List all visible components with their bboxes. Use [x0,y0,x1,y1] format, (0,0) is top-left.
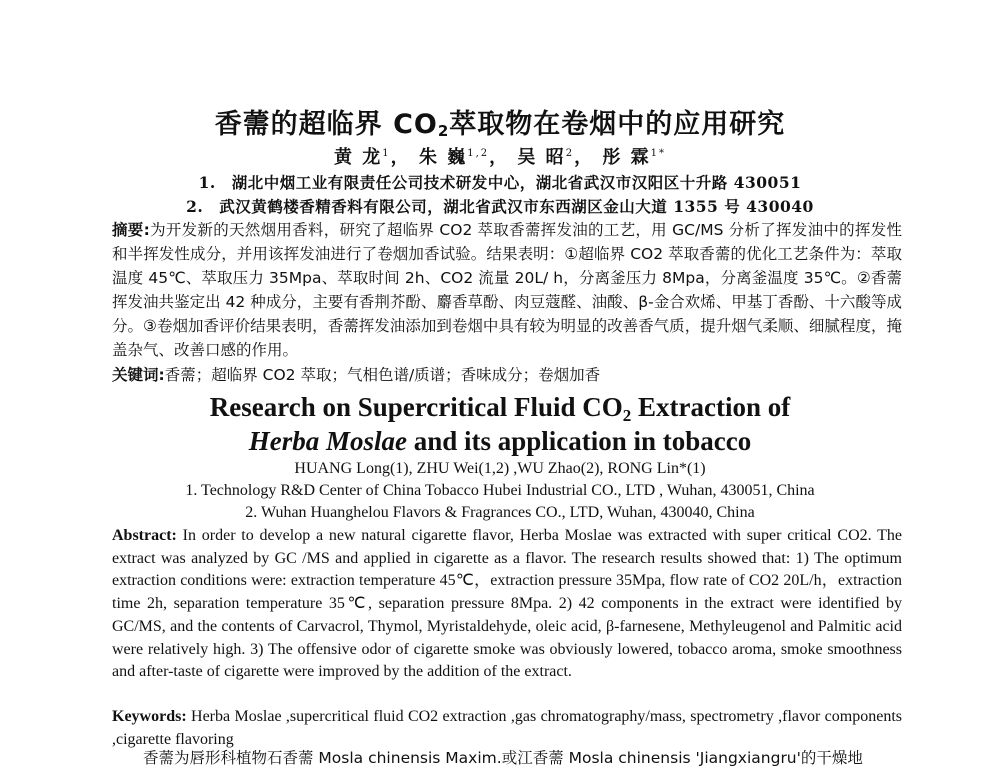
english-abstract-text: In order to develop a new natural cigarette flavor, Herba Moslae was extracted with super critical CO2. The extract was analyzed by GC /MS and applied in cigarette as a flavor. The research results showed that: 1) The optimum extraction conditions were: extraction temperature 45℃，extraction pressure 35Mpa, flow rate of CO2 20L/h，extraction time 2h, separation temperature 35℃, separation pressure 8Mpa. 2) 42 components in the extract were identified by GC/MS, and the contents of Carvacrol, Thymol, Myristaldehyde, oleic acid, β-farnesene, Methyleugenol and Palmitic acid were relatively high. 3) The offensive odor of cigarette smoke was obviously lowered, tobacco aroma, smoke smoothness and after-taste of cigarette were improved by the addition of the extract. [112,527,903,681]
chinese-authors: 黄 龙$^1$， 朱 巍$^{1,2}$， 吴 昭$^2$， 彤 霖$^{1*}$ [334,147,666,168]
chinese-abstract-label: 摘要: [112,221,150,239]
english-authors: HUANG Long(1), ZHU Wei(1,2) ,WU Zhao(2), RONG Lin*(1) [294,460,706,477]
english-keywords-label: Keywords: [112,708,187,725]
chinese-title-subscript: 2 [437,122,450,140]
english-abstract-label: Abstract: [112,527,177,544]
english-affiliation-1: 1. Technology R&D Center of China Tobacco Hubei Industrial CO., LTD , Wuhan, 430051, China [185,482,815,499]
body-text-cutoff: 香薷为唇形科植物石香薷 Mosla chinensis Maxim.或江香薷 Mosla chinensis 'Jiangxiangru'的干燥地 [112,749,863,767]
chinese-abstract [112,218,902,362]
chinese-title-rest: 萃取物在卷烟中的应用研究 [449,109,786,140]
chinese-abstract-text: 为开发新的天然烟用香料，研究了超临界 CO2 萃取香薷挥发油的工艺，用 GC/MS 分析了挥发油中的挥发性和半挥发性成分，并用该挥发油进行了卷烟加香试验。结果表明：①超临界 CO2 萃取香薷的优化工艺条件为：萃取温度 45℃、萃取压力 35Mpa、萃取时间 2h、CO2 流量 20L/ h，分离釜压力 8Mpa，分离釜温度 35℃。②香薷挥发油共鉴定出 42 种成分，主要有香荆芥酚、麝香草酚、肉豆蔻醛、油酸、β-金合欢烯、甲基丁香酚、十六酸等成分。③卷烟加香评价结果表明，香薷挥发油添加到卷烟中具有较为明显的改善香气质，提升烟气柔顺、细腻程度，掩盖杂气、改善口感的作用。 [112,221,902,359]
author: 吴 昭$^2$ [517,147,575,168]
english-title-line-1: Research on Supercritical Fluid $CO_2$ Extraction of [209,392,791,425]
english-affiliation-2: 2. Wuhan Huanghelou Flavors & Fragrances CO., LTD, Wuhan, 430040, China [245,504,755,521]
chinese-keywords-text: 香薷；超临界 CO2 萃取；气相色谱/质谱；香味成分；卷烟加香 [164,366,601,384]
english-title-line-2: Herba Moslae and its application in tobacco [248,426,752,456]
chinese-keywords [112,363,902,387]
author: 彤 霖$^{1*}$ [602,147,666,168]
chinese-affiliation-2: 2. 武汉黄鹤楼香精香料有限公司，湖北省武汉市东西湖区金山大道 1355 号 430040 [186,197,814,216]
chinese-affiliation-1: 1. 湖北中烟工业有限责任公司技术研发中心，湖北省武汉市汉阳区十升路 430051 [198,173,802,192]
chinese-keywords-label: 关键词: [112,366,165,384]
chinese-title-main: 香薷的超临界 CO [214,109,438,140]
english-keywords-text: Herba Moslae ,supercritical fluid CO2 extraction ,gas chromatography/mass, spectrometry ,flavor components ,cigarette flavoring [112,708,902,748]
author: 黄 龙$^1$ [334,147,391,168]
english-abstract [112,525,902,684]
chinese-title [0,102,1000,141]
english-keywords [112,706,902,751]
author: 朱 巍$^{1,2}$ [418,147,490,168]
